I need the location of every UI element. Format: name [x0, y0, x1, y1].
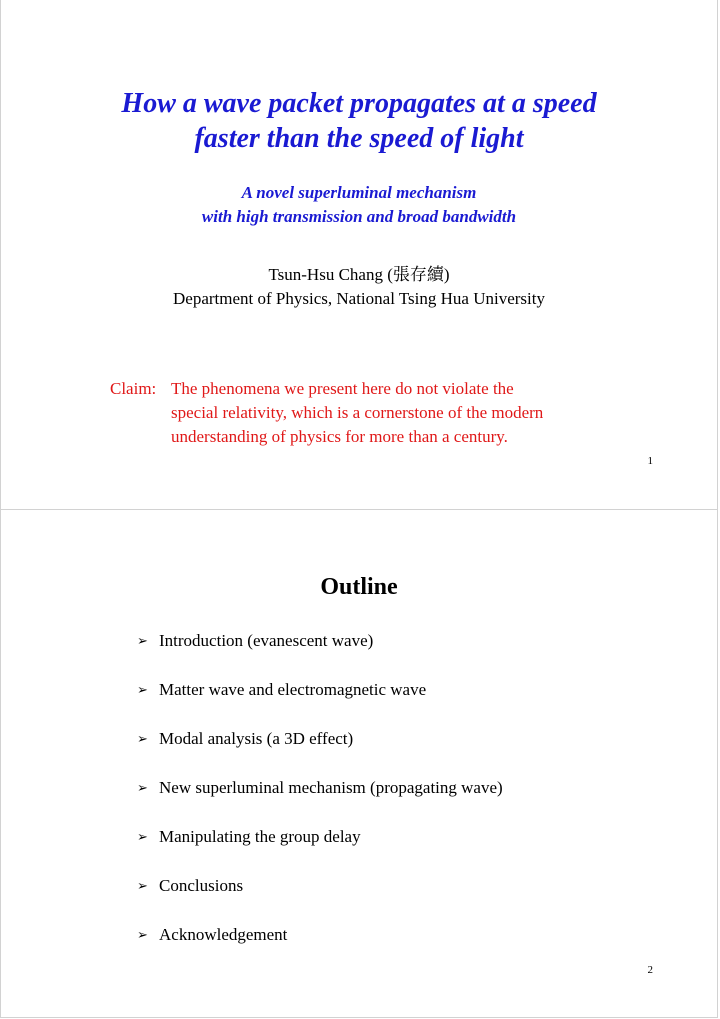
outline-item-label: Acknowledgement [159, 925, 288, 944]
outline-item-label: Conclusions [159, 876, 244, 895]
title-line-2: faster than the speed of light [194, 123, 524, 154]
claim-line-2: special relativity, which is a cornerstone of the modern [171, 403, 544, 422]
claim-text [171, 377, 671, 449]
arrow-bullet-icon: ➢ [137, 878, 148, 893]
arrow-bullet-icon: ➢ [137, 927, 148, 942]
author-affiliation: Department of Physics, National Tsing Hua University [173, 289, 545, 308]
slide-1 [0, 0, 718, 510]
outline-item-label: Manipulating the group delay [159, 827, 361, 846]
page-number: 1 [647, 455, 653, 467]
outline-item [137, 923, 503, 972]
claim-label: Claim: [110, 379, 157, 398]
slide-title [1, 86, 717, 156]
outline-item [137, 776, 503, 825]
outline-item [137, 727, 503, 776]
slide-subtitle [1, 181, 717, 229]
arrow-bullet-icon: ➢ [137, 829, 148, 844]
outline-item [137, 825, 503, 874]
arrow-bullet-icon: ➢ [137, 731, 148, 746]
title-line-1: How a wave packet propagates at a speed [121, 88, 597, 119]
arrow-bullet-icon: ➢ [137, 633, 148, 648]
slide-2 [0, 509, 718, 1018]
outline-item-label: Modal analysis (a 3D effect) [159, 729, 354, 748]
outline-list [137, 629, 503, 972]
outline-item [137, 629, 503, 678]
outline-item-label: Matter wave and electromagnetic wave [159, 680, 427, 699]
author-name: Tsun-Hsu Chang (張存續) [268, 265, 450, 284]
subtitle-line-2: with high transmission and broad bandwidth [201, 207, 517, 226]
outline-item [137, 874, 503, 923]
subtitle-line-1: A novel superluminal mechanism [241, 183, 477, 202]
outline-item-label: Introduction (evanescent wave) [159, 631, 374, 650]
claim-line-1: The phenomena we present here do not violate the [171, 379, 514, 398]
claim-line-3: understanding of physics for more than a century. [171, 427, 508, 446]
arrow-bullet-icon: ➢ [137, 682, 148, 697]
arrow-bullet-icon: ➢ [137, 780, 148, 795]
page-number: 2 [647, 964, 653, 976]
outline-item [137, 678, 503, 727]
outline-item-label: New superluminal mechanism (propagating wave) [159, 778, 503, 797]
outline-title: Outline [320, 574, 398, 600]
author-block [1, 263, 717, 311]
